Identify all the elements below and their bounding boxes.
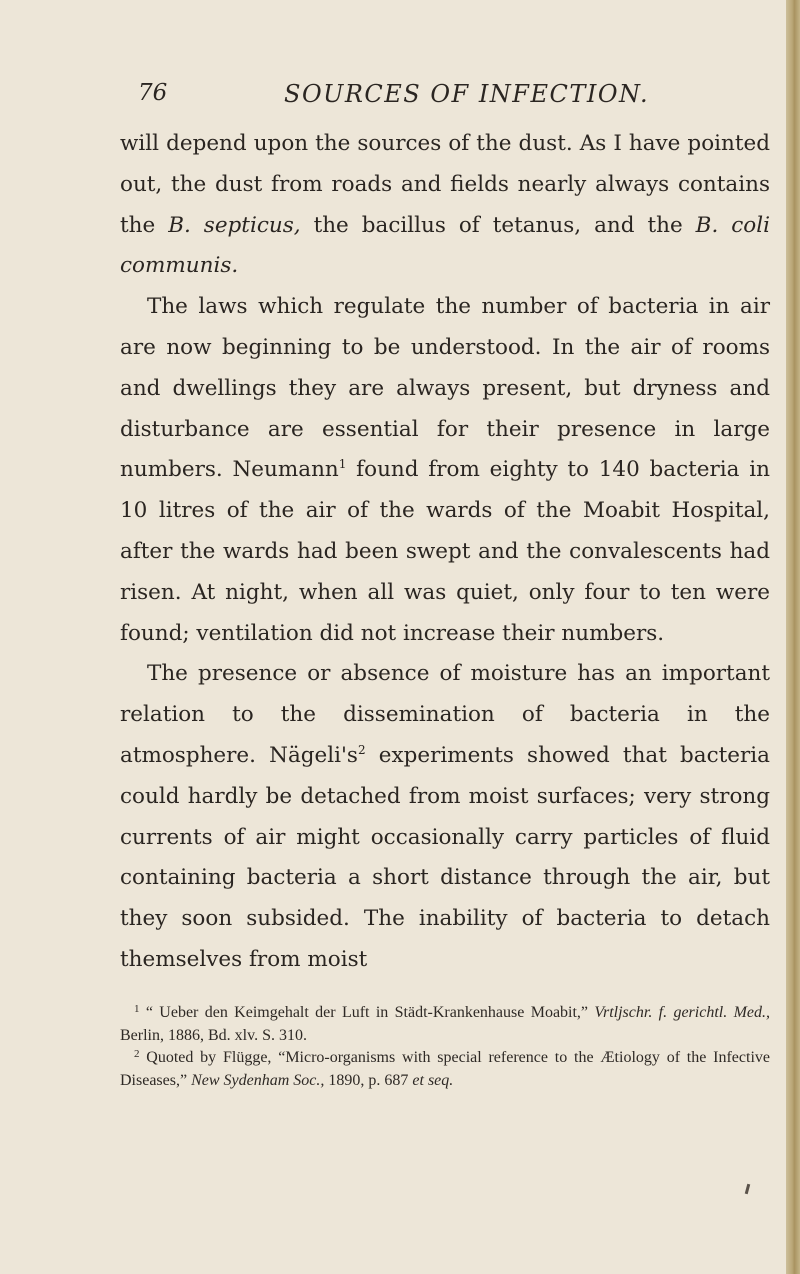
footnote-1: [120, 1002, 770, 1047]
footnote-2: [120, 1047, 770, 1092]
species-b-septicus: B. septicus,: [168, 212, 301, 238]
footnotes: [120, 1002, 770, 1092]
footnote-ref-2: 2: [357, 742, 366, 757]
footnote-2-text-a: Quoted by Flügge, “Micro-organisms with special reference to the Ætiology of the Infective Diseases,”: [120, 1049, 770, 1089]
footnote-1-journal: Vrtljschr. f. gerichtl. Med.,: [594, 1004, 771, 1021]
running-title: SOURCES OF INFECTION.: [284, 80, 650, 108]
footnote-1-text-b: Berlin, 1886, Bd. xlv. S. 310.: [120, 1026, 307, 1044]
paragraph-2-text-a: The laws which regulate the number of bacteria in air are now beginning to be understood. In the air of rooms and dwellings they are always present, but dryness and disturbance are essential for their presence in large numbers. Neumann: [120, 294, 770, 483]
paragraph-1-text-b: the bacillus of tetanus, and the: [300, 212, 696, 238]
page-edge-binding: [786, 0, 800, 1274]
species-b-coli: B. coli communis.: [120, 212, 770, 279]
paragraph-2: [120, 287, 770, 654]
footnote-2-publisher: New Sydenham Soc.,: [191, 1071, 325, 1089]
paragraph-1-text-a: will depend upon the sources of the dust. As I have pointed out, the dust from roads and fields nearly always contains the: [120, 131, 770, 238]
paragraph-1: [120, 124, 770, 287]
paragraph-3-text-a: The presence or absence of moisture has an important relation to the dissemination of bacteria in the atmosphere. Nägeli's: [120, 661, 770, 768]
paragraph-2-text-b: found from eighty to 140 bacteria in 10 litres of the air of the wards of the Moabit Hospital, after the wards had been swept and the convalescents had risen. At night, when all was quiet, only four to ten were found; ventilation did not increase their numbers.: [120, 457, 770, 646]
paragraph-3: [120, 654, 770, 980]
paragraph-3-text-b: experiments showed that bacteria could hardly be detached from moist surfaces; very strong currents of air might occasionally carry particles of fluid containing bacteria a short distance through the air, but they soon subsided. The inability of bacteria to detach themselves from moist: [120, 742, 770, 972]
footnote-1-text-a: “ Ueber den Keimgehalt der Luft in Städt-Krankenhause Moabit,”: [139, 1004, 595, 1021]
footnote-2-et-seq: et seq.: [412, 1071, 454, 1089]
page-header: [138, 80, 758, 116]
footnote-2-text-b: 1890, p. 687: [324, 1071, 413, 1089]
footnote-ref-1: 1: [338, 457, 347, 472]
footnote-1-mark: 1: [134, 1003, 140, 1015]
ink-speck: [745, 1184, 750, 1194]
footnote-2-mark: 2: [134, 1048, 140, 1060]
page-number: 76: [138, 80, 168, 106]
body-text: [120, 124, 770, 981]
